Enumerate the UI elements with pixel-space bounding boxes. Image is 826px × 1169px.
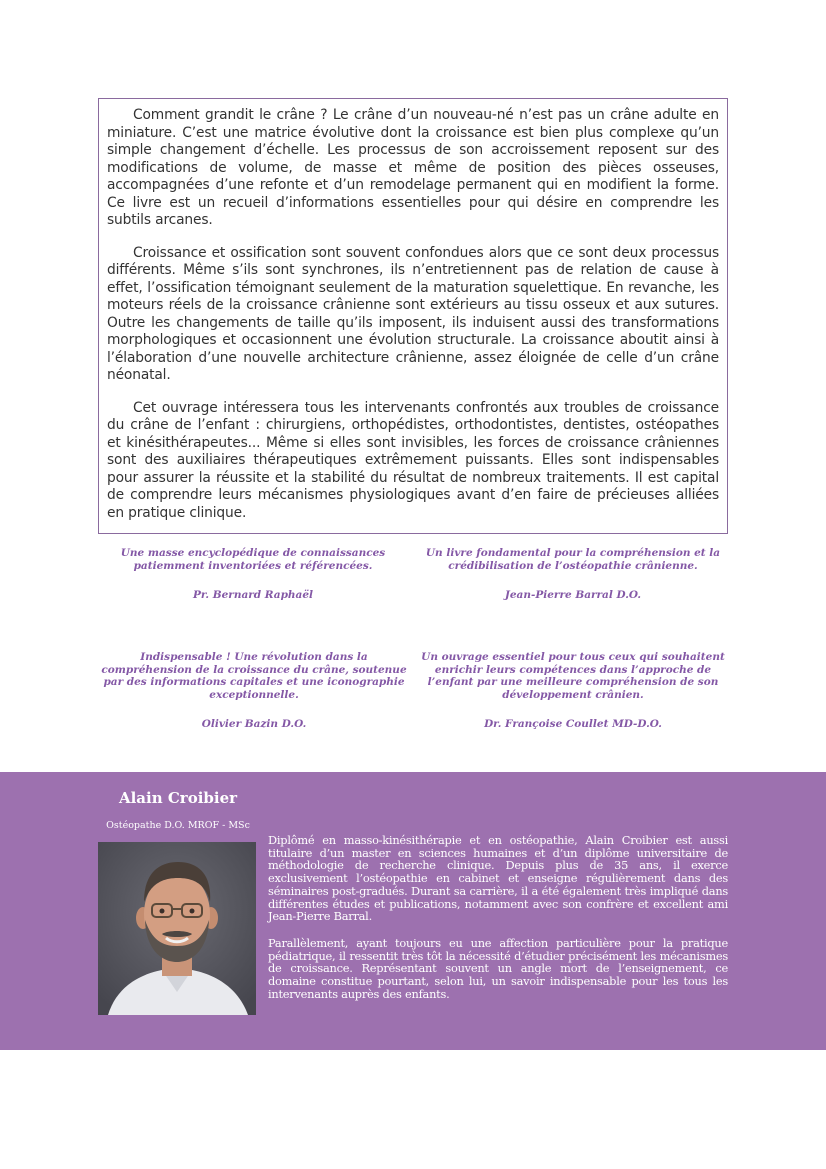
author-bio [268, 834, 728, 1014]
quote-block [110, 547, 396, 602]
bio-paragraph: Diplômé en masso-kinésithérapie et en ostéopathie, Alain Croibier est aussi titulaire d’un master en sciences humaines et d’un diplôme universitaire de méthodologie de recherche clinique. Depuis plus de 35 ans, il exerce exclusivement l’ostéopathie en cabinet et enseigne régulièrement dans des séminaires post-gradués. Durant sa carrière, il a été également très impliqué dans différentes études et publications, notamment avec son confrère et excellent ami Jean-Pierre Barral. [268, 833, 728, 924]
quote-text: Un livre fondamental pour la compréhension et la crédibilisation de l’ostéopathie crânienne. [425, 547, 721, 572]
author-bio-band [0, 772, 826, 1050]
quote-text: Indispensable ! Une révolution dans la compréhension de la croissance du crâne, soutenue par des informations capitales et une iconographie exceptionnelle. [101, 651, 407, 701]
author-title: Ostéopathe D.O. MROF - MSc [106, 820, 250, 831]
quote-author: Olivier Bazin D.O. [201, 718, 307, 730]
quote-author: Jean-Pierre Barral D.O. [504, 589, 642, 601]
summary-paragraph: Cet ouvrage intéressera tous les intervenants confrontés aux troubles de croissance du crâne de l’enfant : chirurgiens, orthopédistes, orthodontistes, dentistes, ostéopathes et kinésithérapeutes... Même si elles sont invisibles, les forces de croissance crâniennes sont des auxiliaires thérapeutiques extrêmement puissants. Elles sont indispensables pour assurer la réussite et la stabilité du résultat de nombreux traitements. Il est capital de comprendre leurs mécanismes physiologiques avant d’en faire de précieuses alliées en pratique clinique. [107, 399, 719, 521]
quote-block [98, 651, 410, 731]
quote-text: Un ouvrage essentiel pour tous ceux qui souhaitent enrichir leurs compétences dans l’approche de l’enfant par une meilleure compréhension de son développement crânien. [421, 651, 725, 701]
quote-block [416, 651, 730, 731]
author-portrait-image [98, 842, 256, 1015]
author-name: Alain Croibier [118, 789, 238, 807]
author-portrait [98, 842, 256, 1015]
summary-paragraph: Comment grandit le crâne ? Le crâne d’un nouveau-né n’est pas un crâne adulte en miniature. C’est une matrice évolutive dont la croissance est bien plus complexe qu’un simple changement d’échelle. Les processus de son accroissement reposent sur des modifications de volume, de masse et même de position des pièces osseuses, accompagnées d’une refonte et d’un remodelage permanent qui en modifient la forme. Ce livre est un recueil d’informations essentielles pour qui désire en comprendre les subtils arcanes. [107, 107, 719, 228]
quote-text: Une masse encyclopédique de connaissances patiemment inventoriées et référencées. [120, 547, 386, 572]
quote-block [420, 547, 726, 602]
bio-paragraph: Parallèlement, ayant toujours eu une affection particulière pour la pratique pédiatrique, il ressentit très tôt la nécessité d’étudier précisément les mécanismes de croissance. Représentant souvent un angle mort de l’enseignement, ce domaine constitue pourtant, selon lui, un savoir indispensable pour les tous les intervenants auprès des enfants. [268, 935, 728, 1001]
quote-author: Dr. Françoise Coullet MD-D.O. [484, 718, 662, 730]
summary-paragraph: Croissance et ossification sont souvent confondues alors que ce sont deux processus différents. Même s’ils sont synchrones, ils n’entretiennent pas de relation de cause à effet, l’ossification témoignant seulement de la maturation squelettique. En revanche, les moteurs réels de la croissance crânienne sont extérieurs au tissu osseux et aux sutures. Outre les changements de taille qu’ils imposent, ils induisent aussi des transformations morphologiques et occasionnent une évolution structurale. La croissance aboutit ainsi à l’élaboration d’une nouvelle architecture crânienne, assez éloignée de celle d’un crâne néonatal. [107, 244, 719, 383]
summary-box [98, 98, 728, 534]
quote-author: Pr. Bernard Raphaël [192, 589, 314, 601]
